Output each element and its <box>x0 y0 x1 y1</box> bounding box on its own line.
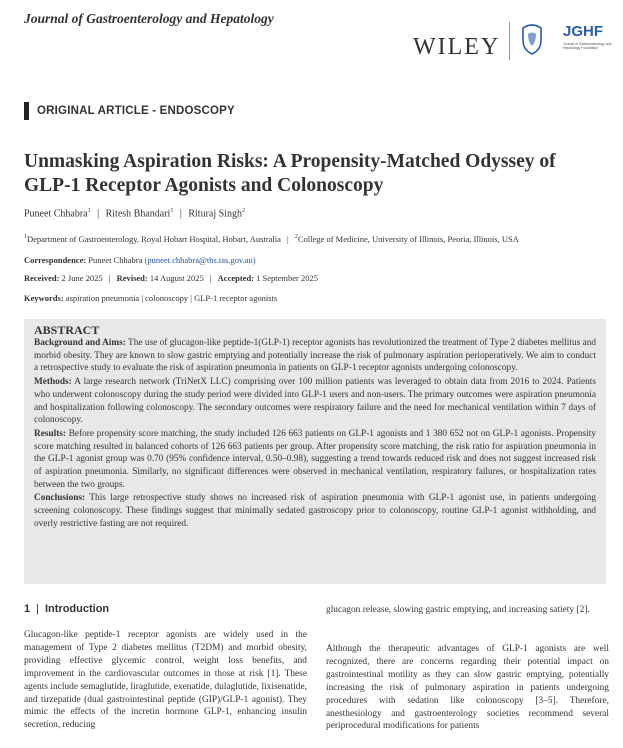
author-name[interactable]: Ritesh Bhandari <box>105 208 171 220</box>
intro-paragraph: Glucagon-like peptide-1 receptor agonists are widely used in the management of Type 2 diabetes mellitus (T2DM) and morbid obesity, providing effective glycemic control, weight loss benefits, and improvement in the cardiovascular outcomes in those at risk [1]. These agents include semaglutide, liraglutide, exenatide, dulaglutide, lixisenatide, and tirzepatide (dual gastrointestinal peptide (GIP)/GLP-1 agonist). They mimic the effects of the incretin hormone GLP-1, enhancing insulin secretion, reducing <box>24 630 307 731</box>
keywords <box>24 293 277 303</box>
abstract-section-text: A large research network (TriNetX LLC) comprising over 100 million patients was leveraged to obtain data from 2016 to 2024. Patients who underwent colonoscopy during the study period were divided into GLP-1 users and non-users. The primary outcomes were aspiration pneumonia and hospitalization following colonoscopy. The secondary outcomes were respiratory failure and the need for mechanical ventilation within 7 days of colonoscopy. <box>34 377 597 426</box>
correspondence-email-link[interactable]: (puneet.chhabra@ths.tas.gov.au) <box>144 255 256 265</box>
abstract-heading: ABSTRACT <box>34 323 100 337</box>
correspondence-label: Correspondence: <box>24 255 87 265</box>
author-name[interactable]: Puneet Chhabra <box>24 208 88 220</box>
abstract-section-label: Background and Aims: <box>34 338 126 348</box>
jghf-logo-icon <box>519 22 545 56</box>
affiliation-number: 2 <box>294 234 298 241</box>
article-title: Unmasking Aspiration Risks: A Propensity-Matched Odyssey of GLP-1 Receptor Agonists and Colonoscopy <box>24 151 556 196</box>
publisher-divider <box>509 22 510 60</box>
received-date: 2 June 2025 <box>61 273 103 283</box>
affiliation-text: Department of Gastroenterology, Royal Hobart Hospital, Hobart, Australia <box>27 234 281 244</box>
author-affiliation-mark: 2 <box>241 208 245 214</box>
intro-right-column-top <box>326 604 609 617</box>
affiliation-number: 1 <box>24 234 27 241</box>
abstract-section-text: Before propensity score matching, the study included 126 663 patients on GLP-1 agonists and 1 380 652 not on GLP-1 agonists. Propensity score matching resulted in balanced cohorts of 126 663 patients per group. After propensity score matching, the risk ratio for aspiration pneumonia in the GLP-1 agonist group was 0.70 (95% confidence interval, 0.50–0.98), suggesting a trend towards reduced risk and does not suggest increased risk of aspiration pneumonia. Similarly, no significant differences were observed in mechanical ventilation, respiratory failures, or hospitalization rates between the two groups. <box>34 428 597 490</box>
author-list: Puneet Chhabra$^1$ | Ritesh Bhandari$^1$ | Rituraj Singh$^2$ <box>24 208 245 220</box>
correspondence-name: Puneet Chhabra <box>88 255 143 265</box>
revised-label: Revised: <box>116 273 148 283</box>
article-type: ORIGINAL ARTICLE - ENDOSCOPY <box>24 102 235 120</box>
correspondence <box>24 255 256 265</box>
affiliations: $^1$Department of Gastroenterology, Royal Hobart Hospital, Hobart, Australia | $^2$College of Medicine, University of Illinois, Peoria, Illinois, USA <box>24 234 519 244</box>
section-heading-introduction: 1 | Introduction <box>24 603 110 615</box>
abstract-conclusions <box>34 492 596 530</box>
author-affiliation-mark: 1 <box>87 208 91 214</box>
accepted-label: Accepted: <box>217 273 255 283</box>
society-abbr: JGHF <box>563 23 604 40</box>
keywords-text: aspiration pneumonia | colonoscopy | GLP-1 receptor agonists <box>65 293 278 303</box>
abstract-box <box>24 319 606 584</box>
intro-paragraph: Although the therapeutic advantages of GLP-1 agonists are well recognized, there are concerns regarding their potential impact on gastrointestinal motility as they can slow gastric emptying, potentially increasing the risk of pulmonary aspiration in patients undergoing procedures with sedation like colonoscopy [3–5]. Therefore, anesthesiology and gastroenterology societies recommend several periprocedural modifications for patients <box>326 644 609 732</box>
abstract-section-label: Results: <box>34 428 67 439</box>
abstract-section-text: This large retrospective study shows no increased risk of aspiration pneumonia with GLP-1 agonist use, in patients undergoing screening colonoscopy. These findings suggest that minimally sedated gastroscopy prior to colonoscopy, routine GLP-1 agonist withholding, and overly restrictive fasting are not required. <box>34 493 596 529</box>
abstract-section-text: The use of glucagon-like peptide-1(GLP-1) receptor agonists has revolutionized the treatment of Type 2 diabetes mellitus and morbid obesity. They are known to slow gastric emptying and potentially increase the risk of pulmonary aspiration perioperatively. We aim to conduct a retrospective study to evaluate the risk of aspiration pneumonia in patients on GLP-1 receptor agonists undergoing colonoscopy. <box>34 338 597 374</box>
journal-name: Journal of Gastroenterology and Hepatology <box>24 11 274 26</box>
received-label: Received: <box>24 273 60 283</box>
abstract-methods <box>34 376 596 427</box>
intro-right-column <box>326 643 609 733</box>
intro-paragraph: glucagon release, slowing gastric emptying, and increasing satiety [2]. <box>326 605 590 615</box>
author-affiliation-mark: 1 <box>170 208 174 214</box>
accepted-date: 1 September 2025 <box>256 273 319 283</box>
affiliation-text: College of Medicine, University of Illinois, Peoria, Illinois, USA <box>297 234 519 244</box>
abstract-results <box>34 428 596 492</box>
section-number: 1 <box>24 603 31 615</box>
keywords-label: Keywords: <box>24 293 64 303</box>
publisher-logo: WILEY <box>413 34 501 60</box>
section-title: Introduction <box>44 603 110 615</box>
intro-left-column <box>24 629 307 732</box>
abstract-section-label: Conclusions: <box>34 493 86 504</box>
article-dates: Received: 2 June 2025 | Revised: 14 August 2025 | Accepted: 1 September 2025 <box>24 273 319 283</box>
author-name[interactable]: Rituraj Singh <box>188 208 242 220</box>
abstract-section-label: Methods: <box>34 377 72 388</box>
abstract-background <box>34 337 596 375</box>
society-full-name: Journal of Gastroenterology and Hepatology Foundation <box>563 42 612 50</box>
revised-date: 14 August 2025 <box>149 273 204 283</box>
